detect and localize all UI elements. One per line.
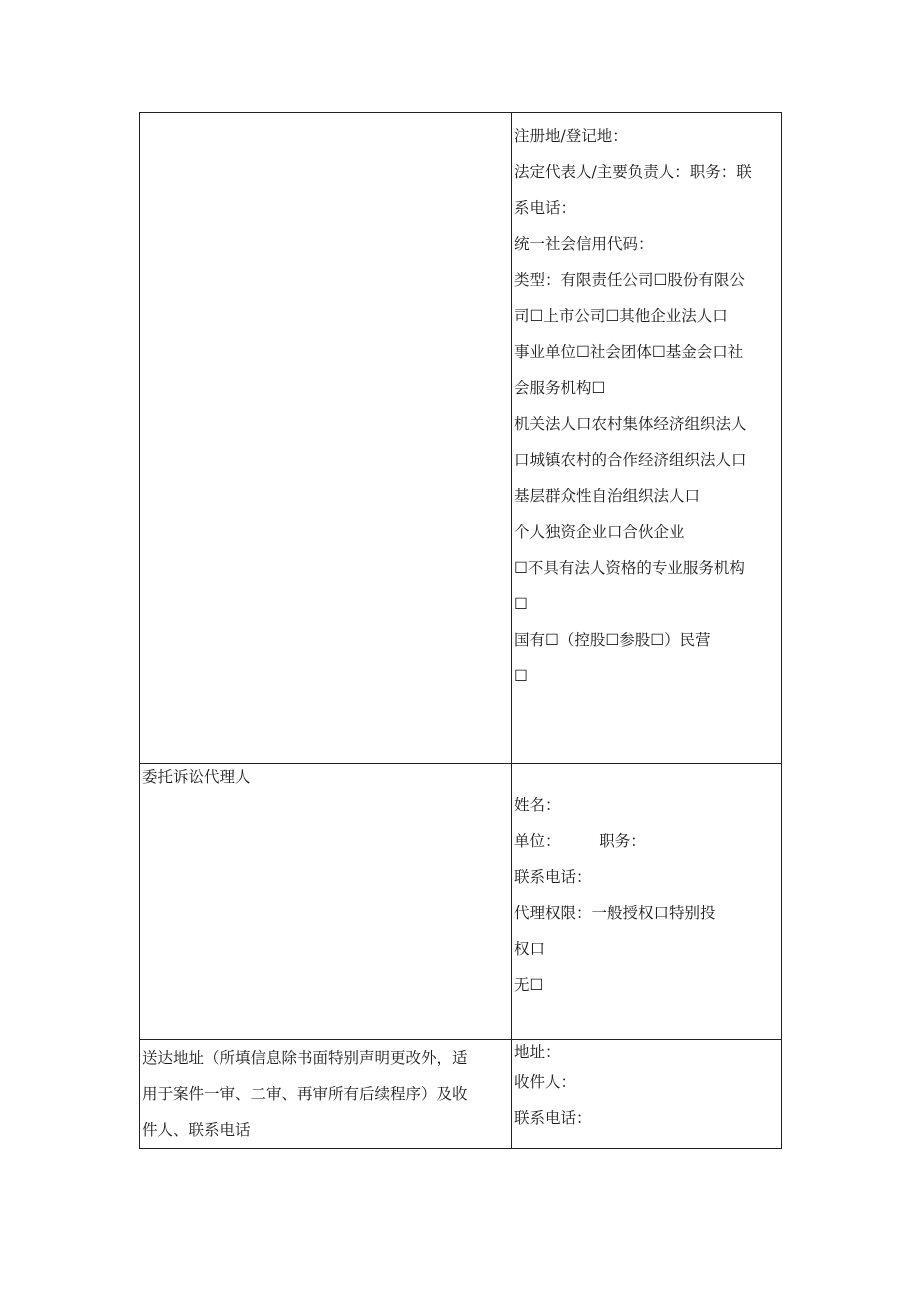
address-line: 地址： [514, 1043, 561, 1061]
entity-type-line: 个人独资企业口合伙企业 [514, 523, 685, 541]
recipient-phone-line: 联系电话： [514, 1109, 592, 1127]
entity-info-label-cell [140, 113, 512, 764]
agent-phone-line: 联系电话： [514, 868, 592, 886]
registered-address-line: 注册地/登记地： [514, 127, 628, 145]
service-address-label: 件人、联系电话 [142, 1121, 251, 1139]
entity-type-line: 口城镇农村的合作经济组织法人口 [514, 451, 747, 469]
entity-info-value-cell [512, 113, 782, 764]
legal-representative-line: 法定代表人/主要负责人：职务：联 [514, 163, 752, 181]
service-address-label: 用于案件一审、二审、再审所有后续程序）及收 [142, 1085, 468, 1103]
service-address-value-cell [512, 1040, 782, 1149]
agent-unit-line: 单位： 职务： [514, 832, 646, 850]
entity-type-line: 基层群众性自治组织法人口 [514, 487, 701, 505]
entity-type-line: 事业单位☐社会团体☐基金会口社 [514, 343, 744, 361]
legal-representative-phone-line: 系电话： [514, 199, 577, 217]
agent-row [140, 764, 782, 1040]
ownership-line: ☐ [514, 667, 528, 685]
agent-label: 委托诉讼代理人 [142, 768, 251, 786]
agent-authority-line: 权口 [514, 940, 546, 958]
service-address-label-cell [140, 1040, 512, 1149]
entity-type-line: 类型：有限责任公司☐股份有限公 [514, 271, 745, 289]
agent-name-line: 姓名： [514, 796, 561, 814]
agent-value-cell [512, 764, 782, 1040]
entity-type-line: ☐不具有法人资格的专业服务机构 [514, 559, 745, 577]
entity-type-line: 会服务机构☐ [514, 379, 606, 397]
service-address-label: 送达地址（所填信息除书面特别声明更改外，适 [142, 1049, 468, 1067]
agent-label-cell [140, 764, 512, 1040]
entity-type-line: 机关法人口农村集体经济组织法人 [514, 415, 747, 433]
recipient-line: 收件人： [514, 1073, 577, 1091]
agent-none-line: 无☐ [514, 976, 544, 994]
credit-code-line: 统一社会信用代码： [514, 235, 654, 253]
case-info-form-table [139, 112, 782, 1149]
service-address-row [140, 1040, 782, 1149]
entity-type-line: 司☐上市公司☐其他企业法人口 [514, 307, 728, 325]
entity-type-line: ☐ [514, 595, 528, 613]
agent-authority-line: 代理权限：一般授权口特别投 [514, 904, 716, 922]
entity-info-row [140, 113, 782, 764]
ownership-line: 国有☐（控股☐参股☐）民营 [514, 631, 711, 649]
